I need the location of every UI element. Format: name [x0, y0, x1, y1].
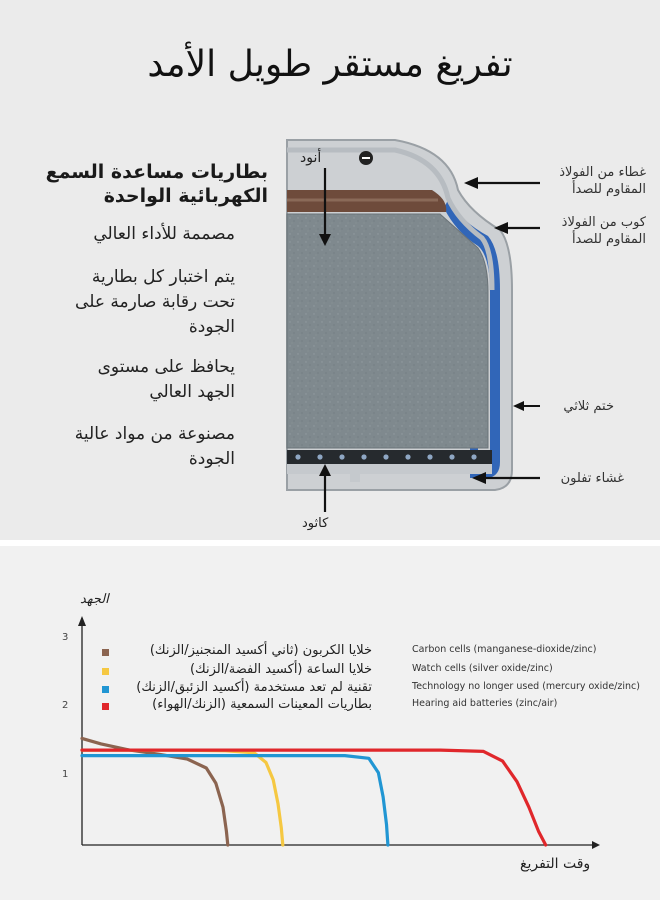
cover-callout-arrow-icon	[464, 177, 540, 189]
page-title: تفريغ مستقر طويل الأمد	[147, 44, 513, 85]
legend-label-arabic: تقنية لم تعد مستخدمة (أكسيد الزئبق/الزنك)	[136, 680, 372, 695]
cathode-label: كاثود	[302, 516, 329, 531]
callout-teflon-membrane: غشاء تفلون	[560, 471, 624, 486]
feature-item-3: يحافظ على مستوى الجهد العالي	[97, 357, 235, 402]
callout-steel-cover: غطاء من الفولاذ المقاوم للصدأ	[559, 165, 646, 197]
features-heading: بطاريات مساعدة السمع الكهربائية الواحدة	[45, 161, 268, 207]
callout-triple-seal: ختم ثلاثي	[563, 399, 614, 414]
legend-label-arabic: خلايا الكربون (ثاني أكسيد المنجنيز/الزنك)	[149, 643, 372, 658]
y-axis-arrow-icon	[78, 616, 86, 626]
x-axis-label: وقت التفريغ	[520, 856, 591, 872]
legend-label-english: Hearing aid batteries (zinc/air)	[412, 698, 558, 709]
legend-swatch	[102, 649, 109, 656]
legend-label-english: Carbon cells (manganese-dioxide/zinc)	[412, 644, 597, 655]
legend-swatch	[102, 703, 109, 710]
legend-label-arabic: بطاريات المعينات السمعية (الزنك/الهواء)	[152, 697, 372, 712]
callout-steel-cup: كوب من الفولاذ المقاوم للصدأ	[561, 215, 646, 247]
legend-swatch	[102, 686, 109, 693]
legend-label-english: Watch cells (silver oxide/zinc)	[412, 663, 553, 674]
y-tick-label: 3	[62, 631, 69, 643]
seal-callout-arrow-icon	[513, 401, 540, 411]
series-line-4	[82, 750, 546, 845]
feature-item-1: مصممة للأداء العالي	[93, 224, 235, 244]
chart-series	[82, 738, 546, 845]
y-axis-label: الجهد	[80, 592, 109, 607]
series-line-3	[82, 756, 388, 845]
legend-swatch	[102, 668, 109, 675]
series-line-2	[82, 750, 283, 845]
feature-item-4: مصنوعة من مواد عالية الجودة	[74, 424, 235, 469]
legend-label-english: Technology no longer used (mercury oxide/zinc)	[412, 681, 640, 692]
y-tick-label: 2	[62, 700, 69, 712]
feature-item-2: يتم اختبار كل بطارية تحت رقابة صارمة على الجودة	[75, 267, 235, 337]
legend-label-arabic: خلايا الساعة (أكسيد الفضة/الزنك)	[189, 662, 372, 677]
anode-label: أنود	[300, 150, 322, 166]
anode-fill	[287, 214, 488, 448]
y-tick-label: 1	[62, 769, 69, 781]
x-axis-arrow-icon	[592, 841, 600, 849]
